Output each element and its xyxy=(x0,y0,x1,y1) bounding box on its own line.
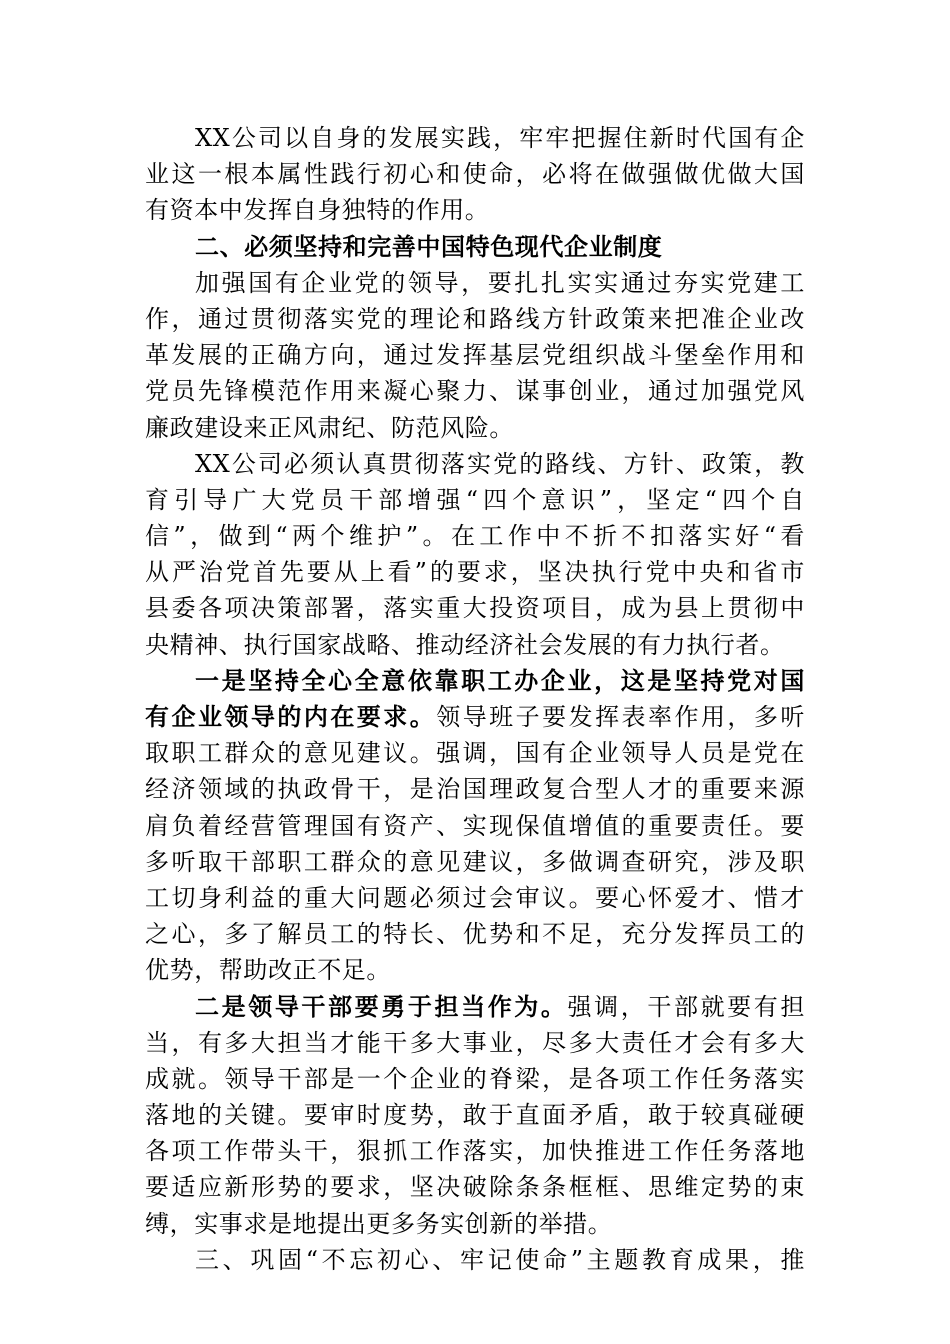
text-line: 优势，帮助改正不足。 xyxy=(145,956,391,985)
text-fragment: 领导班子要发挥表率作用，多听 xyxy=(436,703,805,731)
section-heading-2 xyxy=(145,229,805,265)
text-line: 革发展的正确方向，通过发挥基层党组织战斗堡垒作用和 xyxy=(145,341,805,370)
text-line: 工切身利益的重大问题必须过会审议。要心怀爱才、惜才 xyxy=(145,883,805,912)
text-line: 有资本中发挥自身独特的作用。 xyxy=(145,196,490,225)
bold-lead-line: 一是坚持全心全意依靠职工办企业，这是坚持党对国 xyxy=(195,666,805,695)
paragraph-5 xyxy=(145,989,805,1242)
bold-lead-fragment: 二是领导干部要勇于担当作为。 xyxy=(195,992,568,1021)
text-line: 当，有多大担当才能干多大事业，尽多大责任才会有多大 xyxy=(145,1028,805,1057)
text-fragment: 强调，干部就要有担 xyxy=(567,992,805,1021)
text-line: 缚，实事求是地提出更多务实创新的举措。 xyxy=(145,1209,613,1238)
text-line: XX公司必须认真贯彻落实党的路线、方针、政策，教 xyxy=(195,449,805,478)
text-line: 肩负着经营管理国有资产、实现保值增值的重要责任。要 xyxy=(145,811,805,840)
text-line: 作，通过贯彻落实党的理论和路线方针政策来把准企业改 xyxy=(145,304,805,333)
text-line: 央精神、执行国家战略、推动经济社会发展的有力执行者。 xyxy=(145,630,785,659)
text-line: 多听取干部职工群众的意见建议，多做调查研究，涉及职 xyxy=(145,847,805,876)
text-line: 从严治党首先要从上看”的要求，坚决执行党中央和省市 xyxy=(145,558,805,587)
text-line: 育引导广大党员干部增强“四个意识”，坚定“四个自 xyxy=(145,485,805,514)
paragraph-2 xyxy=(145,265,805,446)
paragraph-3 xyxy=(145,446,805,663)
heading-line: 三、巩固“不忘初心、牢记使命”主题教育成果，推 xyxy=(195,1245,805,1274)
text-line: 要适应新形势的要求，坚决破除条条框框、思维定势的束 xyxy=(145,1173,805,1202)
text-line: 之心，多了解员工的特长、优势和不足，充分发挥员工的 xyxy=(145,920,805,949)
section-heading-3 xyxy=(145,1242,805,1278)
bold-lead-fragment: 有企业领导的内在要求。 xyxy=(145,703,437,731)
text-line: 业这一根本属性践行初心和使命，必将在做强做优做大国 xyxy=(145,160,805,189)
text-line: 落地的关键。要审时度势，敢于直面矛盾，敢于较真碰硬 xyxy=(145,1101,805,1130)
text-line: 党员先锋模范作用来凝心聚力、谋事创业，通过加强党风 xyxy=(145,377,805,406)
text-line: 信”，做到“两个维护”。在工作中不折不扣落实好“看 xyxy=(145,522,805,551)
text-line xyxy=(145,699,805,735)
text-line: 经济领域的执政骨干，是治国理政复合型人才的重要来源 xyxy=(145,775,805,804)
text-line xyxy=(145,989,805,1025)
paragraph-1 xyxy=(145,120,805,229)
document-body xyxy=(145,120,805,1278)
text-line: 廉政建设来正风肃纪、防范风险。 xyxy=(145,413,514,442)
heading-line: 二、必须坚持和完善中国特色现代企业制度 xyxy=(195,232,663,261)
text-line: XX公司以自身的发展实践，牢牢把握住新时代国有企 xyxy=(195,124,805,152)
text-line: 各项工作带头干，狠抓工作落实，加快推进工作任务落地 xyxy=(145,1137,805,1166)
text-line: 成就。领导干部是一个企业的脊梁，是各项工作任务落实 xyxy=(145,1064,805,1093)
text-line: 县委各项决策部署，落实重大投资项目，成为县上贯彻中 xyxy=(145,594,805,623)
text-line: 加强国有企业党的领导，要扎扎实实通过夯实党建工 xyxy=(195,268,805,297)
paragraph-4 xyxy=(145,663,805,989)
text-line: 取职工群众的意见建议。强调，国有企业领导人员是党在 xyxy=(145,739,805,768)
